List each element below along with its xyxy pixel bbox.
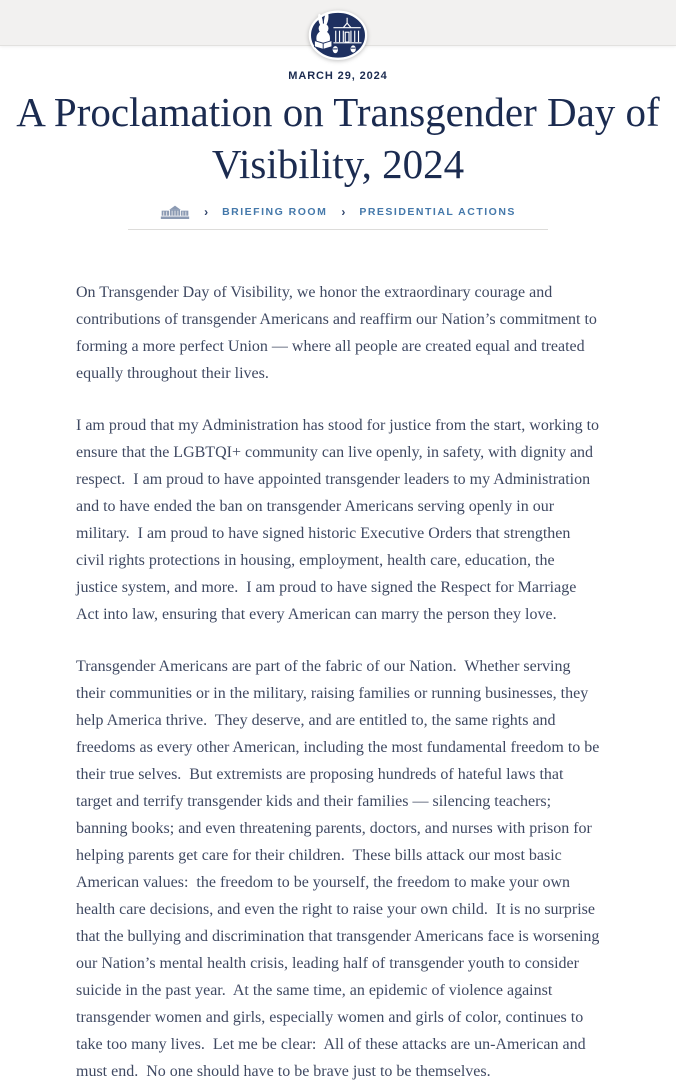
whitehouse-easter-bunny-logo-svg bbox=[300, 7, 376, 65]
breadcrumb-link-briefing-room[interactable]: BRIEFING ROOM bbox=[222, 205, 328, 218]
site-header bbox=[0, 0, 676, 46]
whitehouse-icon bbox=[160, 203, 190, 220]
breadcrumb-divider bbox=[128, 229, 548, 230]
proclamation-body bbox=[76, 279, 604, 1085]
breadcrumb bbox=[0, 203, 676, 220]
paragraph-1: On Transgender Day of Visibility, we honor the extraordinary courage and contributions of transgender Americans and reaffirm our Nation’s commitment to forming a more perfect Union — where all people are created equal and treated equally throughout their lives. bbox=[76, 284, 601, 383]
publish-date: MARCH 29, 2024 bbox=[288, 70, 388, 82]
chevron-right-icon: › bbox=[204, 204, 209, 219]
chevron-right-icon: › bbox=[341, 204, 346, 219]
whitehouse-easter-bunny-logo[interactable] bbox=[300, 7, 376, 65]
paragraph-2: I am proud that my Administration has stood for justice from the start, working to ensure that the LGBTQI+ community can live openly, in safety, with dignity and respect. I am proud to have appointed transgender leaders to my Administration and to have ended the ban on transgender Americans serving openly in our military. I am proud to have signed historic Executive Orders that strengthen civil rights protections in housing, employment, health care, education, the justice system, and more. I am proud to have signed the Respect for Marriage Act into law, ensuring that every American can marry the person they love. bbox=[76, 417, 604, 624]
paragraph-3: Transgender Americans are part of the fabric of our Nation. Whether serving their communities or in the military, raising families or running businesses, they help America thrive. They deserve, and are entitled to, the same rights and freedoms as every other American, including the most fundamental freedom to be their true selves. But extremists are proposing hundreds of hateful laws that target and terrify transgender kids and their families — silencing teachers; banning books; and even threatening parents, doctors, and nurses with prison for helping parents get care for their children. These bills attack our most basic American values: the freedom to be yourself, the freedom to make your own health care decisions, and even the right to raise your own child. It is no surprise that the bullying and discrimination that transgender Americans face is worsening our Nation’s mental health crisis, leading half of transgender youth to consider suicide in the past year. At the same time, an epidemic of violence against transgender women and girls, especially women and girls of color, continues to take too many lives. Let me be clear: All of these attacks are un-American and must end. No one should have to be brave just to be themselves. bbox=[76, 658, 604, 1081]
breadcrumb-home-link[interactable] bbox=[160, 203, 190, 220]
page-title-line-1: A Proclamation on Transgender Day of bbox=[16, 89, 660, 135]
page-title bbox=[0, 87, 676, 190]
page-title-line-2: Visibility, 2024 bbox=[211, 140, 465, 187]
breadcrumb-link-presidential-actions[interactable]: PRESIDENTIAL ACTIONS bbox=[359, 205, 516, 218]
